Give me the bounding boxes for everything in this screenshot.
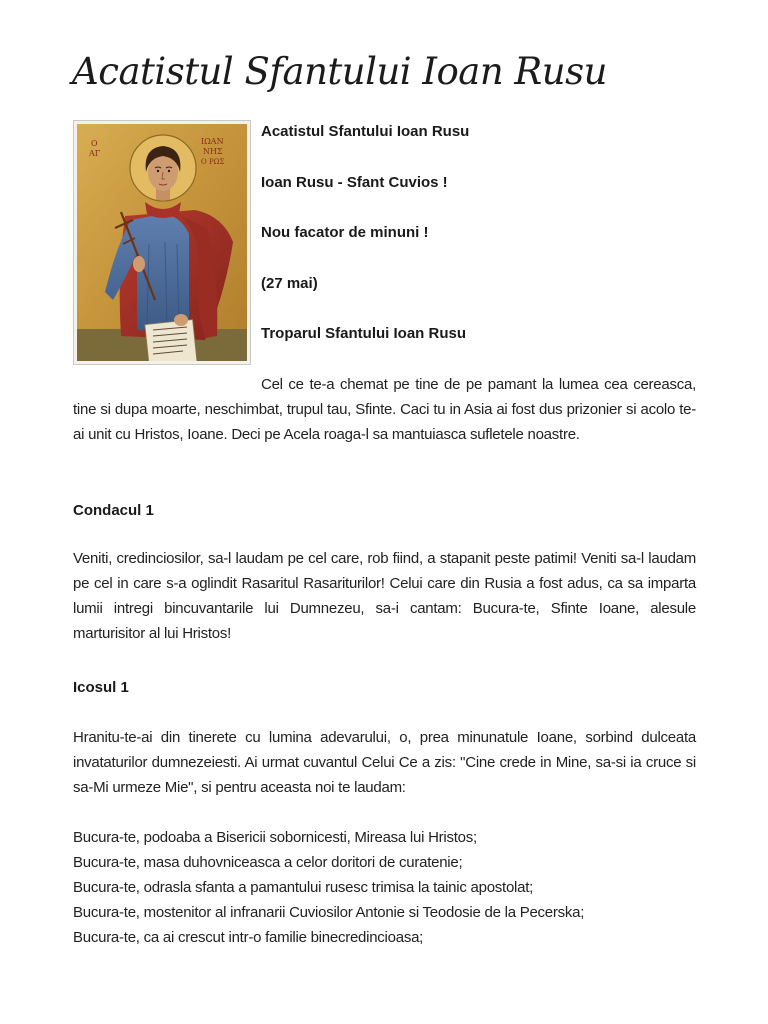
- condac-1-paragraph: [73, 546, 696, 646]
- praise-line: Bucura-te, mostenitor al infranarii Cuviosilor Antonie si Teodosie de la Pecerska;: [73, 904, 585, 921]
- side-line-akathist-title: Acatistul Sfantului Ioan Rusu: [261, 123, 470, 140]
- icos-1-heading: Icosul 1: [73, 679, 129, 696]
- side-line-wonderworker: Nou facator de minuni !: [261, 224, 429, 241]
- svg-text:Ο ΡΩΣ: Ο ΡΩΣ: [201, 158, 225, 166]
- side-line-troparion-heading: Troparul Sfantului Ioan Rusu: [261, 325, 467, 342]
- praise-line: Bucura-te, ca ai crescut intr-o familie binecredincioasa;: [73, 929, 424, 946]
- troparion-paragraph: [73, 372, 696, 447]
- icos-1-paragraph: [73, 725, 696, 800]
- svg-text:ΑΓ: ΑΓ: [89, 149, 101, 158]
- svg-text:Ο: Ο: [91, 139, 98, 148]
- saint-icon-image: [73, 120, 251, 365]
- side-line-saint: Ioan Rusu - Sfant Cuvios !: [261, 173, 448, 191]
- troparion-text: Cel ce te-a chemat pe tine de pe pamant la lumea cea cereasca, tine si dupa moarte, neschimbat, trupul tau, Sfinte. Caci tu in Asia ai fost dus prizonier si acolo te-ai unit cu Hristos, Ioane. Deci pe Acela roaga-l sa mantuiasca sufletele noastre.: [73, 376, 696, 443]
- praise-line: Bucura-te, odrasla sfanta a pamantului rusesc trimisa la tainic apostolat;: [73, 879, 534, 896]
- svg-text:ΙΩΑΝ: ΙΩΑΝ: [201, 137, 224, 146]
- icos-1-text: Hranitu-te-ai din tinerete cu lumina adevarului, o, prea minunatule Ioane, sorbind dulceata invataturilor dumnezeiesti. Ai urmat cuvantul Celui Ce a zis: "Cine crede in Mine, sa-si ia cruce si sa-Mi urmeze Mie", si pentru aceasta noi te laudam:: [73, 729, 696, 796]
- praise-line: Bucura-te, masa duhovniceasca a celor doritori de curatenie;: [73, 854, 463, 871]
- side-text-block: [261, 122, 701, 375]
- condac-1-heading: Condacul 1: [73, 502, 154, 519]
- svg-text:ΝΗΣ: ΝΗΣ: [203, 147, 223, 156]
- praises-list: [73, 825, 696, 950]
- saint-icon-illustration: [77, 124, 247, 361]
- side-line-date: (27 mai): [261, 274, 318, 292]
- condac-1-text: Veniti, credinciosilor, sa-l laudam pe cel care, rob fiind, a stapanit peste patimi! Veniti sa-l laudam pe cel in care s-a oglindit Rasaritul Rasariturilor! Celui care din Rusia a fost adus, ca sa imparta lumii intregi bincuvantarile lui Dumnezeu, sa-i cantam: Bucura-te, Sfinte Ioane, alesule marturisitor al lui Hristos!: [73, 550, 696, 642]
- praise-line: Bucura-te, podoaba a Bisericii sobornicesti, Mireasa lui Hristos;: [73, 829, 477, 846]
- document-title: Acatistul Sfantului Ioan Rusu: [72, 50, 607, 93]
